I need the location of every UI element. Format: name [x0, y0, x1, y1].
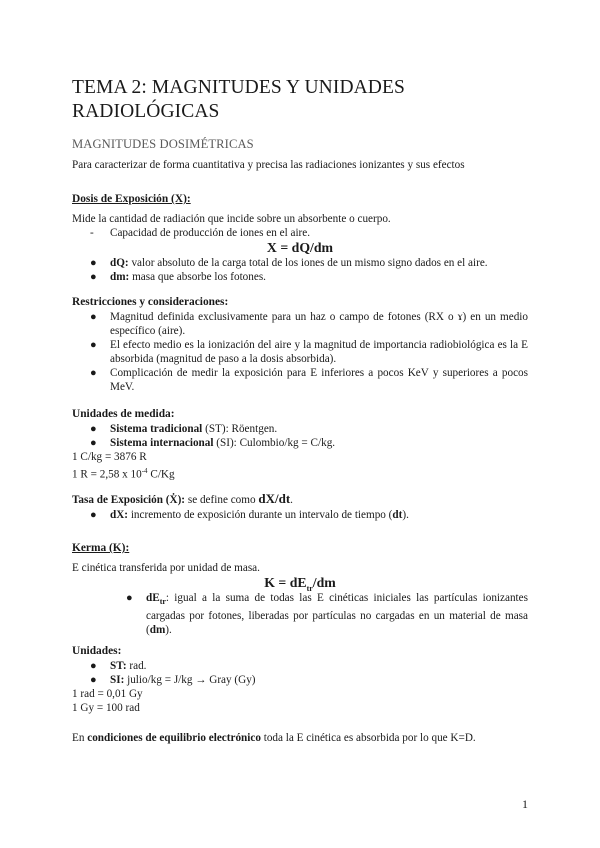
dash-item-text: Capacidad de producción de iones en el aire.	[110, 227, 311, 239]
list-item	[90, 422, 528, 436]
list-item	[90, 270, 528, 284]
kerma-desc: E cinética transferida por unidad de masa.	[72, 562, 260, 574]
exposicion-formula: X = dQ/dm	[266, 240, 334, 255]
exposicion-dash-item	[90, 226, 528, 240]
list-item: ● dX: incremento de exposición durante un intervalo de tiempo (dt).	[90, 509, 409, 521]
list-item	[90, 673, 528, 687]
tasa-line: Tasa de Exposición (Ẋ): se define como dX/dt.	[72, 491, 293, 506]
term: Sistema tradicional	[110, 423, 203, 435]
unidades-heading: Unidades:	[72, 645, 122, 657]
definition: rad.	[126, 660, 147, 672]
bullet-icon: ●	[90, 311, 97, 323]
definition: (SI): Culombio/kg = C/kg.	[213, 437, 336, 449]
definition: (ST): Röentgen.	[202, 423, 278, 435]
dash-marker: -	[90, 227, 94, 239]
term: dX:	[110, 509, 129, 521]
tasa-formula: dX/dt	[258, 491, 291, 506]
bullet-icon: ●	[90, 339, 97, 351]
list-item	[90, 436, 528, 450]
term: ST:	[110, 660, 127, 672]
definition: valor absoluto de la carga total de los iones de un mismo signo dados en el aire.	[128, 257, 488, 269]
equivalence-line: 1 C/kg = 3876 R	[72, 451, 147, 463]
bullet-icon: ●	[90, 437, 97, 449]
term: Sistema internacional	[110, 437, 214, 449]
bullet-icon: ●	[90, 257, 97, 269]
definition: masa que absorbe los fotones.	[129, 271, 266, 283]
term: SI:	[110, 674, 125, 686]
unidades-medida-heading: Unidades de medida:	[72, 408, 175, 420]
list-item	[90, 256, 528, 270]
term: dQ:	[110, 257, 129, 269]
bullet-icon: ●	[126, 592, 133, 604]
equivalence-line: 1 R = 2,58 x $10^{-4}$ C/Kg	[72, 467, 175, 481]
list-item-text: Complicación de medir la exposición para E inferiores a pocos KeV y superiores a pocos MeV.	[110, 367, 528, 393]
section-heading: MAGNITUDES DOSIMÉTRICAS	[72, 137, 254, 151]
bullet-icon: ●	[90, 423, 97, 435]
bullet-icon: ●	[90, 509, 97, 521]
list-item	[90, 338, 528, 366]
kerma-heading: Kerma (K):	[72, 542, 130, 554]
equivalence-line: 1 rad = 0,01 Gy	[72, 688, 143, 700]
list-item	[90, 366, 528, 394]
list-item-text: Magnitud definida exclusivamente para un haz o campo de fotones (RX o ɤ) en un medio específico (aire).	[110, 311, 528, 337]
list-item	[90, 310, 528, 338]
exposicion-heading: Dosis de Exposición (X):	[72, 193, 191, 205]
list-item	[90, 659, 528, 673]
kerma-formula: $K = dE_{tr}/dm$	[264, 575, 336, 593]
exposicion-desc: Mide la cantidad de radiación que incide sobre un absorbente o cuerpo.	[72, 213, 391, 225]
page-number: 1	[522, 797, 528, 811]
bullet-icon: ●	[90, 674, 97, 686]
definition: julio/kg = J/kg → Gray (Gy)	[124, 674, 256, 686]
intro-paragraph: Para caracterizar de forma cuantitativa y precisa las radiaciones ionizantes y sus efectos	[72, 159, 465, 171]
page-title: TEMA 2: MAGNITUDES Y UNIDADES RADIOLÓGICAS	[72, 77, 405, 122]
conclusion-paragraph: En condiciones de equilibrio electrónico toda la E cinética es absorbida por lo que K=D.	[72, 732, 476, 744]
term: dm:	[110, 271, 130, 283]
restricciones-heading: Restricciones y consideraciones:	[72, 296, 229, 308]
bullet-icon: ●	[90, 271, 97, 283]
list-item: ● $dE_{tr}$: igual a la suma de todas las E cinéticas iniciales las partículas ionizantes cargadas por fotones, liberadas por partículas no cargadas en un material de masa (dm).	[126, 592, 528, 637]
list-item-text: El efecto medio es la ionización del aire y la magnitud de importancia radiobiológica es la E absorbida (magnitud de paso a la dosis absorbida).	[110, 339, 528, 365]
tasa-label: Tasa de Exposición (Ẋ):	[72, 494, 186, 506]
equivalence-line: 1 Gy = 100 rad	[72, 702, 140, 714]
bullet-icon: ●	[90, 367, 97, 379]
term: $dE_{tr}$	[146, 592, 166, 607]
exponent: -4	[141, 467, 148, 475]
bullet-icon: ●	[90, 660, 97, 672]
